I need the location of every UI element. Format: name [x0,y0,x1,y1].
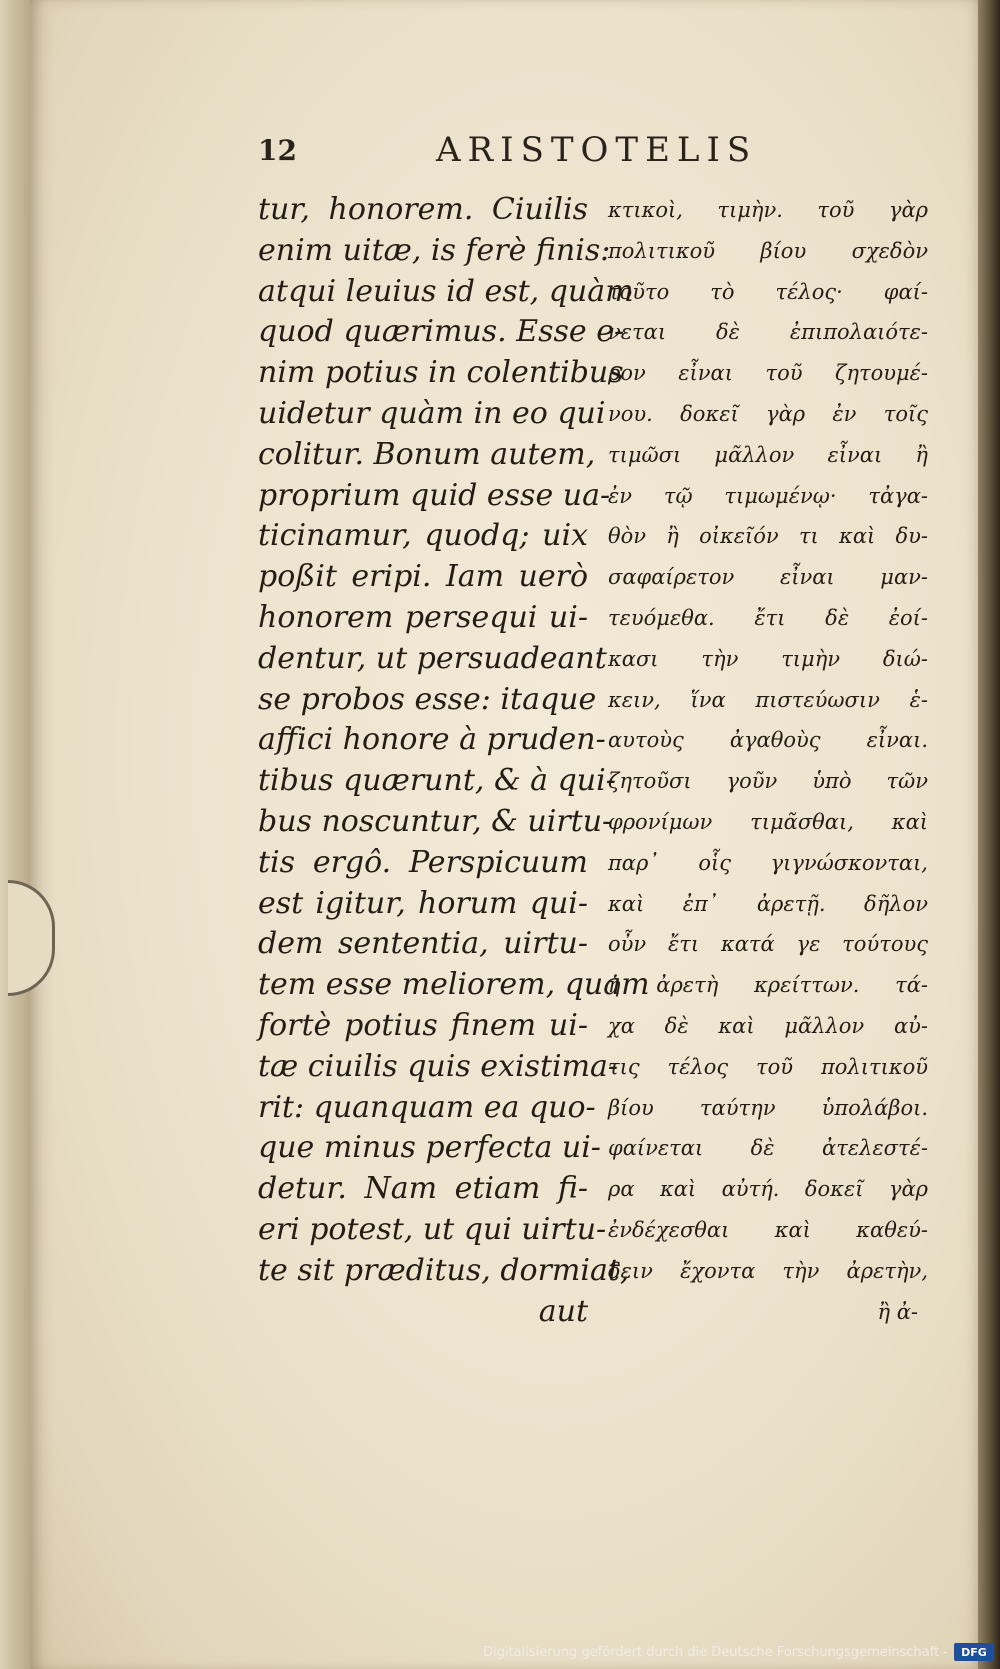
greek-text-line: ἐν τῷ τιμωμένῳ· τἀγα- [608,483,928,508]
latin-text-line: fortè potius finem ui- [258,1007,588,1043]
greek-text-line: ἢ ἀ- [877,1299,918,1324]
latin-text-line: poßit eripi. Iam uerò [258,559,588,595]
greek-text-line: φαίνεται δὲ ἀτελεστέ- [608,1136,928,1161]
latin-column [258,190,650,1332]
running-head: ARISTOTELIS [436,130,758,170]
greek-text-line: νεται δὲ ἐπιπολαιότε- [608,320,928,345]
greek-text-line: οὖν ἔτι κατά γε τούτους [608,932,928,957]
greek-text-line: ρον εἶναι τοῦ ζητουμέ- [608,361,928,386]
latin-text-line: affici honore à pruden- [258,722,606,758]
page-edge [978,0,1000,1669]
greek-text-line: βίου ταύτην ὑπολάβοι. [608,1095,928,1120]
latin-text-line: uidetur quàm in eo qui [258,395,606,431]
digitization-credit [483,1641,994,1663]
page-header [258,130,878,180]
latin-text-line: bus noscuntur, & uirtu- [258,803,613,839]
book-spine [0,0,34,1669]
folio-number: 12 [258,134,297,167]
latin-text-line: dentur, ut persuadeant [258,640,607,676]
latin-text-line: colitur. Bonum autem, [258,436,596,472]
latin-text-line: tæ ciuilis quis existima- [258,1048,619,1084]
greek-text-line: νου. δοκεῖ γὰρ ἐν τοῖς [608,401,928,426]
latin-text-line: tibus quærunt, & à qui- [258,763,616,799]
latin-text-line: enim uitæ, is ferè finis: [258,232,611,268]
greek-text-line: κασι τὴν τιμὴν διώ- [608,646,928,671]
greek-text-line: καὶ ἐπ᾽ ἀρετῇ. δῆλον [608,891,928,916]
greek-text-line: τευόμεθα. ἔτι δὲ ἐοί- [608,605,928,630]
latin-text-line: atqui leuius id est, quàm [258,273,634,309]
latin-text-line: ticinamur, quodq; uix [258,518,588,554]
greek-text-line: παρ᾽ οἷς γιγνώσκονται, [608,850,928,875]
greek-text-line: χα δὲ καὶ μᾶλλον αὐ- [608,1013,928,1038]
greek-text-line: θὸν ἢ οἰκεῖόν τι καὶ δυ- [608,524,928,549]
latin-text-line: quod quærimus. Esse e- [258,314,625,350]
latin-text-line: eri potest, ut qui uirtu- [258,1211,607,1247]
greek-text-line: τοῦτο τὸ τέλος· φαί- [608,279,928,304]
greek-text-line: τιμῶσι μᾶλλον εἶναι ἢ [608,442,928,467]
greek-text-line: ρα καὶ αὐτή. δοκεῖ γὰρ [608,1177,928,1202]
latin-text-line: te sit præditus, dormiat, [258,1252,630,1288]
latin-text-line: tis ergô. Perspicuum [258,844,588,880]
greek-text-line: σαφαίρετον εἶναι μαν- [608,565,928,590]
greek-text-line: δειν ἔχοντα τὴν ἀρετὴν, [608,1258,928,1283]
greek-text-line: κτικοὶ, τιμὴν. τοῦ γὰρ [608,198,928,222]
greek-text-line: ζητοῦσι γοῦν ὑπὸ τῶν [608,769,928,794]
latin-text-line: que minus perfecta ui- [258,1130,601,1166]
greek-text-line: τις τέλος τοῦ πολιτικοῦ [608,1054,928,1079]
latin-text-line: honorem persequi ui- [258,599,588,635]
greek-text-line: πολιτικοῦ βίου σχεδὸν [608,238,928,263]
greek-text-line: κειν, ἵνα πιστεύωσιν ἑ- [608,687,928,712]
latin-text-line: proprium quid esse ua- [258,477,611,513]
dfg-logo-icon: DFG [954,1643,994,1661]
greek-text-line: αυτοὺς ἀγαθοὺς εἶναι. [608,728,928,753]
latin-text-line: dem sententia, uirtu- [258,926,588,962]
latin-text-line: detur. Nam etiam fi- [258,1171,588,1207]
latin-text-line: est igitur, horum qui- [258,885,588,921]
greek-text-line: φρονίμων τιμᾶσθαι, καὶ [608,809,928,834]
latin-text-line: rit: quanquam ea quo- [258,1089,596,1125]
latin-text-line: nim potius in colentibus [258,355,624,391]
greek-text-line: ἡ ἀρετὴ κρείττων. τά- [608,973,928,998]
latin-text-line: tem esse meliorem, quam [258,967,650,1003]
credit-text: Digitalisierung gefördert durch die Deutsche Forschungsgemeinschaft - [483,1644,948,1660]
latin-text-line: aut [538,1293,588,1329]
latin-text-line: tur, honorem. Ciuilis [258,192,588,227]
greek-column [608,190,928,1332]
greek-text-line: ἐνδέχεσθαι καὶ καθεύ- [608,1217,928,1242]
latin-text-line: se probos esse: itaque [258,681,597,717]
